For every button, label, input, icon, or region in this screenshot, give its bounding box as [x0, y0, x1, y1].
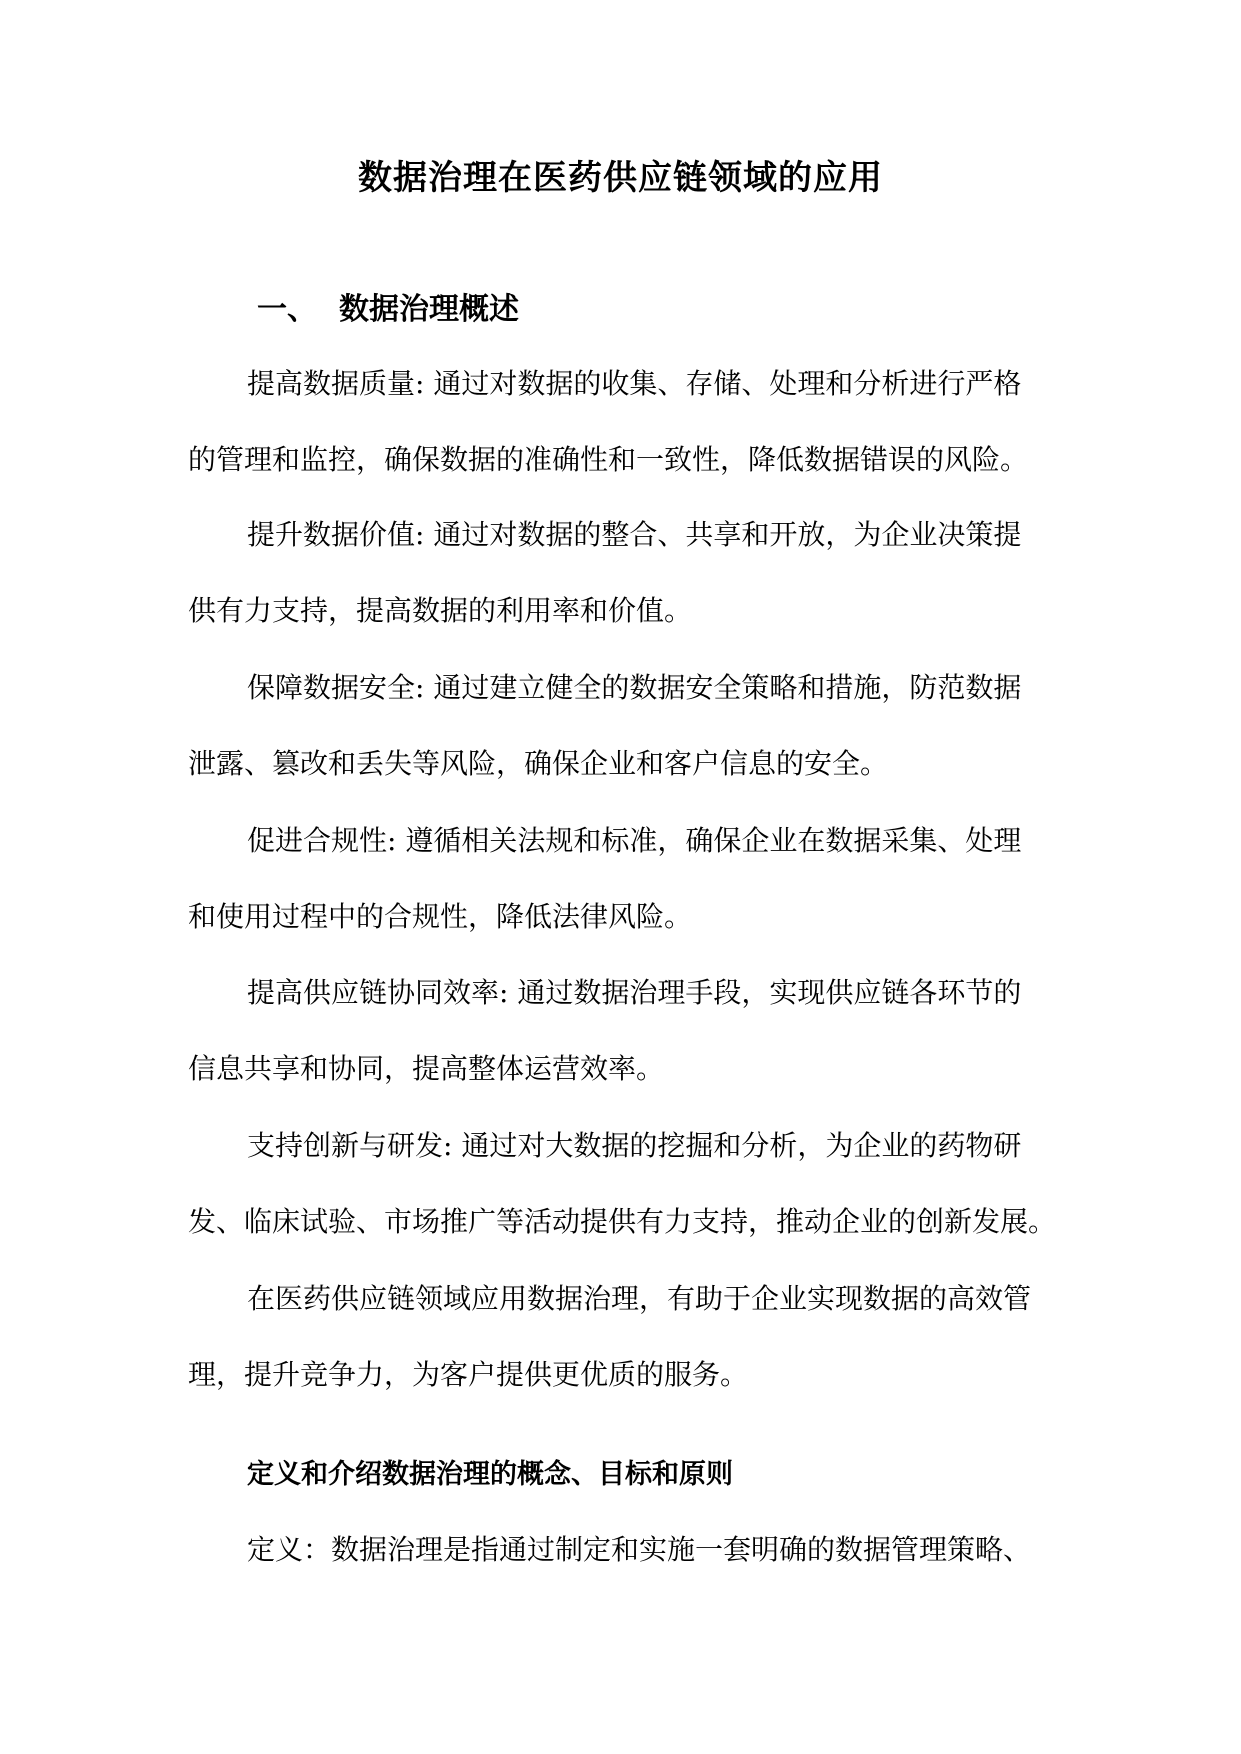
subsection-heading: 定义和介绍数据治理的概念、目标和原则 [247, 1459, 733, 1490]
paragraph-line: 提升数据价值: 通过对数据的整合、共享和开放，为企业决策提 [247, 518, 1022, 551]
paragraph-line: 理，提升竞争力，为客户提供更优质的服务。 [188, 1358, 749, 1391]
document-title: 数据治理在医药供应链领域的应用 [358, 158, 883, 198]
paragraph-line: 供有力支持，提高数据的利用率和价值。 [188, 594, 693, 627]
paragraph-line: 信息共享和协同，提高整体运营效率。 [188, 1052, 665, 1085]
paragraph-line: 提高供应链协同效率: 通过数据治理手段，实现供应链各环节的 [247, 976, 1022, 1009]
paragraph-line: 提高数据质量: 通过对数据的收集、存储、处理和分析进行严格 [247, 367, 1022, 400]
paragraph-line: 在医药供应链领域应用数据治理，有助于企业实现数据的高效管 [247, 1282, 1032, 1315]
section-heading [257, 284, 519, 328]
paragraph-line: 促进合规性: 遵循相关法规和标准，确保企业在数据采集、处理 [247, 824, 1022, 857]
section-title: 数据治理概述 [339, 292, 519, 327]
paragraph-line: 支持创新与研发: 通过对大数据的挖掘和分析，为企业的药物研 [247, 1129, 1022, 1162]
paragraph-line: 的管理和监控，确保数据的准确性和一致性，降低数据错误的风险。 [188, 443, 1029, 476]
paragraph-line: 保障数据安全: 通过建立健全的数据安全策略和措施，防范数据 [247, 671, 1022, 704]
definition-line: 定义：数据治理是指通过制定和实施一套明确的数据管理策略、 [247, 1533, 1032, 1566]
paragraph-line: 和使用过程中的合规性，降低法律风险。 [188, 900, 693, 933]
section-number: 一、 [257, 292, 317, 327]
paragraph-line: 发、临床试验、市场推广等活动提供有力支持，推动企业的创新发展。 [188, 1205, 1057, 1238]
paragraph-line: 泄露、篡改和丢失等风险，确保企业和客户信息的安全。 [188, 747, 889, 780]
